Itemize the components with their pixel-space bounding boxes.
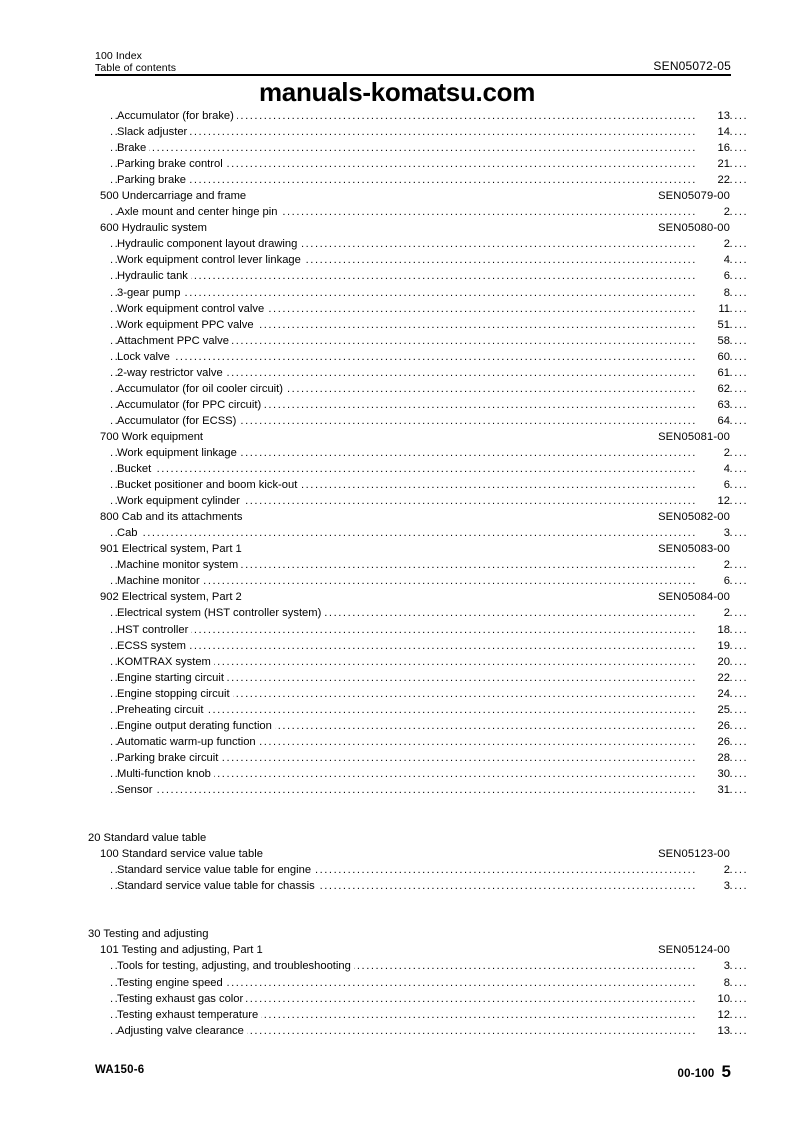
page-footer — [95, 1062, 731, 1086]
toc-page-number: 18 — [696, 624, 730, 636]
header-index-line: 100 Index — [95, 50, 143, 62]
toc-entry-label: Machine monitor — [117, 575, 203, 587]
toc-entry-label: Standard service value table for engine — [117, 864, 314, 876]
toc-entry-label: 101 Testing and adjusting, Part 1 — [100, 944, 266, 956]
toc-page-number: 4 — [696, 254, 730, 266]
toc-page-number: 8 — [696, 977, 730, 989]
toc-entry[interactable] — [0, 238, 794, 254]
toc-entry[interactable] — [0, 656, 794, 672]
toc-entry[interactable] — [0, 254, 794, 270]
toc-entry[interactable] — [0, 864, 794, 880]
toc-page-number: 61 — [696, 367, 730, 379]
toc-entry-label: 3-gear pump — [117, 287, 183, 299]
toc-entry-label: Attachment PPC valve — [117, 335, 232, 347]
toc-entry-label: ECSS system — [117, 640, 189, 652]
toc-page-number: 11 — [696, 303, 730, 315]
toc-entry[interactable] — [0, 1009, 794, 1025]
toc-entry-label: Accumulator (for ECSS) — [117, 415, 239, 427]
toc-entry[interactable] — [0, 993, 794, 1009]
dot-leader — [110, 527, 747, 543]
dot-leader — [110, 351, 747, 367]
toc-page-number: 13 — [696, 110, 730, 122]
toc-entry[interactable] — [0, 126, 794, 142]
toc-entry-label: 100 Standard service value table — [100, 848, 266, 860]
toc-page-number: 58 — [696, 335, 730, 347]
header-title-block — [95, 50, 176, 74]
toc-page-number: 30 — [696, 768, 730, 780]
toc-page-number: 2 — [696, 559, 730, 571]
toc-spacer — [0, 800, 794, 816]
toc-entry-label: Parking brake circuit — [117, 752, 221, 764]
dot-leader — [110, 575, 747, 591]
toc-page-number: 3 — [696, 960, 730, 972]
toc-page-number: 20 — [696, 656, 730, 668]
toc-entry-label: Parking brake — [117, 174, 189, 186]
toc-entry[interactable] — [0, 174, 794, 190]
toc-sen-code: SEN05083-00 — [654, 543, 730, 555]
toc-entry-label: Electrical system (HST controller system) — [117, 607, 324, 619]
toc-page-number: 28 — [696, 752, 730, 764]
toc-sen-code: SEN05084-00 — [654, 591, 730, 603]
toc-entry-label: Standard service value table for chassis — [117, 880, 318, 892]
toc-entry-label: Engine output derating function — [117, 720, 275, 732]
toc-page-number: 51 — [696, 319, 730, 331]
toc-entry[interactable] — [0, 880, 794, 896]
toc-section-row — [0, 848, 794, 864]
toc-entry-label: Work equipment linkage — [117, 447, 240, 459]
toc-entry[interactable] — [0, 110, 794, 126]
toc-page-number: 2 — [696, 864, 730, 876]
toc-entry[interactable] — [0, 736, 794, 752]
toc-entry-label: 2-way restrictor valve — [117, 367, 226, 379]
toc-page-number: 13 — [696, 1025, 730, 1037]
dot-leader — [110, 624, 747, 640]
toc-entry-label: Multi-function knob — [117, 768, 214, 780]
toc-entry[interactable] — [0, 303, 794, 319]
toc-entry[interactable] — [0, 206, 794, 222]
toc-page-number: 4 — [696, 463, 730, 475]
toc-page-number: 64 — [696, 415, 730, 427]
toc-entry-label: Work equipment cylinder — [117, 495, 243, 507]
toc-entry[interactable] — [0, 270, 794, 286]
header-sen-code: SEN05072-05 — [653, 59, 731, 73]
toc-page-number: 2 — [696, 238, 730, 250]
toc-page-number: 10 — [696, 993, 730, 1005]
toc-entry-label: Work equipment control valve — [117, 303, 267, 315]
toc-entry[interactable] — [0, 447, 794, 463]
toc-page-number: 63 — [696, 399, 730, 411]
toc-entry-label: Brake — [117, 142, 149, 154]
toc-entry-label: Preheating circuit — [117, 704, 206, 716]
toc-section-row — [0, 431, 794, 447]
toc-section-row — [0, 543, 794, 559]
toc-entry-label: Bucket positioner and boom kick-out — [117, 479, 300, 491]
toc-entry-label: Tools for testing, adjusting, and troubleshooting — [117, 960, 354, 972]
toc-group-row — [0, 928, 794, 944]
toc-entry[interactable] — [0, 142, 794, 158]
watermark-text: manuals-komatsu.com — [258, 77, 536, 107]
toc-page-number: 24 — [696, 688, 730, 700]
dot-leader — [110, 142, 747, 158]
toc-entry-label: Adjusting valve clearance — [117, 1025, 247, 1037]
toc-entry-label: Accumulator (for PPC circuit) — [117, 399, 264, 411]
toc-spacer — [0, 896, 794, 912]
footer-page-block — [678, 1062, 731, 1082]
dot-leader — [110, 270, 747, 286]
toc-entry[interactable] — [0, 607, 794, 623]
toc-entry[interactable] — [0, 319, 794, 335]
toc-entry[interactable] — [0, 351, 794, 367]
toc-entry-label: Testing exhaust gas color — [117, 993, 246, 1005]
toc-entry-label: Work equipment PPC valve — [117, 319, 257, 331]
toc-page-number: 6 — [696, 270, 730, 282]
toc-sen-code: SEN05082-00 — [654, 511, 730, 523]
toc-entry-label: 800 Cab and its attachments — [100, 511, 245, 523]
toc-entry[interactable] — [0, 527, 794, 543]
toc-entry-label: Machine monitor system — [117, 559, 241, 571]
toc-entry[interactable] — [0, 158, 794, 174]
toc-page-number: 2 — [696, 447, 730, 459]
toc-entry[interactable] — [0, 977, 794, 993]
dot-leader — [110, 174, 747, 190]
toc-entry[interactable] — [0, 752, 794, 768]
toc-entry-label: Accumulator (for oil cooler circuit) — [117, 383, 286, 395]
toc-entry-label: Engine stopping circuit — [117, 688, 233, 700]
toc-entry-label: 20 Standard value table — [88, 832, 209, 844]
toc-entry[interactable] — [0, 463, 794, 479]
toc-page-number: 2 — [696, 607, 730, 619]
toc-page-number: 21 — [696, 158, 730, 170]
toc-entry-label: Hydraulic tank — [117, 270, 191, 282]
toc-entry-label: 30 Testing and adjusting — [88, 928, 211, 940]
toc-entry-label: Slack adjuster — [117, 126, 190, 138]
toc-page-number: 25 — [696, 704, 730, 716]
toc-page-number: 8 — [696, 287, 730, 299]
dot-leader — [110, 126, 747, 142]
toc-entry[interactable] — [0, 367, 794, 383]
toc-entry-label: Axle mount and center hinge pin — [117, 206, 280, 218]
toc-entry-label: Testing engine speed — [117, 977, 226, 989]
toc-page-number: 6 — [696, 479, 730, 491]
toc-page-number: 3 — [696, 527, 730, 539]
toc-entry-label: 700 Work equipment — [100, 431, 206, 443]
toc-entry[interactable] — [0, 720, 794, 736]
toc-entry-label: Lock valve — [117, 351, 173, 363]
toc-entry[interactable] — [0, 399, 794, 415]
toc-page-number: 26 — [696, 736, 730, 748]
toc-sen-code: SEN05079-00 — [654, 190, 730, 202]
toc-page-number: 2 — [696, 206, 730, 218]
toc-page-number: 60 — [696, 351, 730, 363]
toc-entry[interactable] — [0, 1025, 794, 1041]
toc-entry[interactable] — [0, 335, 794, 351]
toc-section-row — [0, 190, 794, 206]
toc-page-number: 16 — [696, 142, 730, 154]
toc-entry[interactable] — [0, 640, 794, 656]
toc-entry-label: Engine starting circuit — [117, 672, 227, 684]
toc-page-number: 12 — [696, 495, 730, 507]
toc-page-number: 14 — [696, 126, 730, 138]
toc-entry-label: 901 Electrical system, Part 1 — [100, 543, 245, 555]
toc-page-number: 22 — [696, 174, 730, 186]
toc-entry-label: Testing exhaust temperature — [117, 1009, 261, 1021]
toc-entry-label: Work equipment control lever linkage — [117, 254, 304, 266]
toc-entry-label: Sensor — [117, 784, 155, 796]
toc-spacer — [0, 912, 794, 928]
toc-sen-code: SEN05080-00 — [654, 222, 730, 234]
toc-section-row — [0, 591, 794, 607]
toc-sen-code: SEN05124-00 — [654, 944, 730, 956]
dot-leader — [110, 463, 747, 479]
toc-entry-label: 500 Undercarriage and frame — [100, 190, 249, 202]
toc-page-number: 26 — [696, 720, 730, 732]
toc-entry[interactable] — [0, 672, 794, 688]
dot-leader — [110, 784, 747, 800]
toc-group-row — [0, 832, 794, 848]
toc-page-number: 12 — [696, 1009, 730, 1021]
toc-spacer — [0, 816, 794, 832]
toc-sen-code: SEN05123-00 — [654, 848, 730, 860]
dot-leader — [110, 640, 747, 656]
toc-entry-label: 600 Hydraulic system — [100, 222, 210, 234]
toc-entry[interactable] — [0, 415, 794, 431]
toc-entry[interactable] — [0, 383, 794, 399]
footer-model: WA150-6 — [95, 1064, 145, 1076]
toc-entry[interactable] — [0, 768, 794, 784]
toc-sen-code: SEN05081-00 — [654, 431, 730, 443]
toc-entry-label: Accumulator (for brake) — [117, 110, 237, 122]
toc-entry[interactable] — [0, 495, 794, 511]
toc-entry[interactable] — [0, 784, 794, 800]
toc-entry[interactable] — [0, 479, 794, 495]
toc-entry[interactable] — [0, 287, 794, 303]
footer-section-code: 00-100 — [677, 1068, 715, 1080]
toc-entry-label: KOMTRAX system — [117, 656, 214, 668]
footer-page-number: 5 — [721, 1062, 731, 1081]
toc-page-number: 62 — [696, 383, 730, 395]
toc-entry-label: Hydraulic component layout drawing — [117, 238, 300, 250]
toc-entry[interactable] — [0, 960, 794, 976]
toc-section-row — [0, 222, 794, 238]
toc-page-number: 19 — [696, 640, 730, 652]
toc-entry-label: Parking brake control — [117, 158, 226, 170]
toc-entry[interactable] — [0, 559, 794, 575]
toc-section-row — [0, 944, 794, 960]
dot-leader — [110, 287, 747, 303]
toc-entry[interactable] — [0, 624, 794, 640]
toc-entry[interactable] — [0, 704, 794, 720]
header-subtitle-line: Table of contents — [95, 62, 177, 74]
toc-entry-label: Automatic warm-up function — [117, 736, 259, 748]
toc-page-number: 6 — [696, 575, 730, 587]
toc-page-number: 3 — [696, 880, 730, 892]
toc-page-number: 31 — [696, 784, 730, 796]
toc-entry-label: 902 Electrical system, Part 2 — [100, 591, 245, 603]
toc-entry-label: Cab — [117, 527, 141, 539]
toc-section-row — [0, 511, 794, 527]
toc-entry-label: HST controller — [117, 624, 191, 636]
header-divider — [95, 74, 731, 76]
toc-entry-label: Bucket — [117, 463, 154, 475]
table-of-contents — [0, 110, 794, 1041]
toc-entry[interactable] — [0, 575, 794, 591]
toc-entry[interactable] — [0, 688, 794, 704]
toc-page-number: 22 — [696, 672, 730, 684]
